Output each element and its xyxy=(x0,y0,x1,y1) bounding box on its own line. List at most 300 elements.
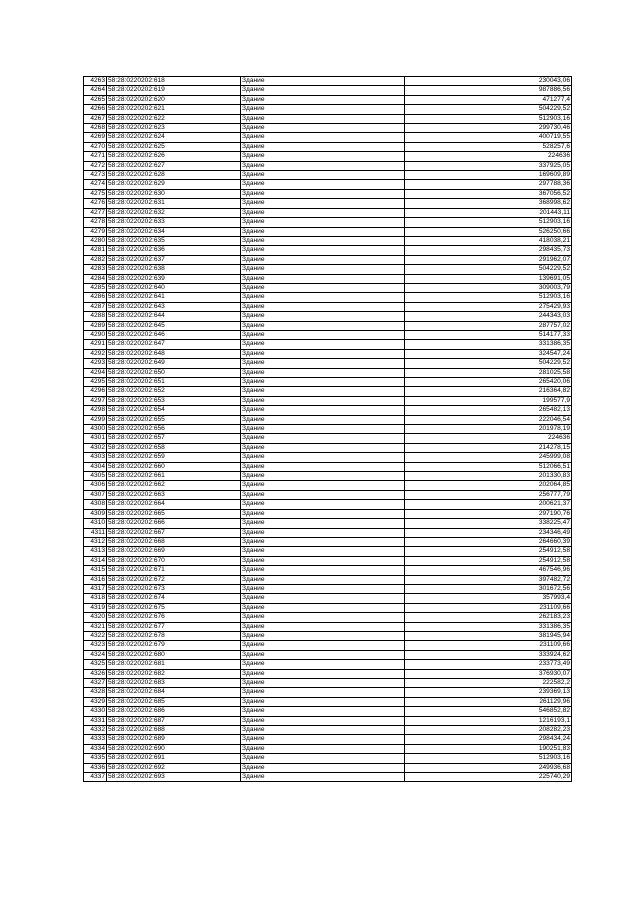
row-number-cell: 4327 xyxy=(84,679,107,688)
table-row xyxy=(84,218,572,227)
cadastral-value-cell: 234346,49 xyxy=(405,528,572,537)
cadastral-number-cell: 58:28:0220202:633 xyxy=(107,218,241,227)
cadastral-number-cell: 58:28:0220202:644 xyxy=(107,312,241,321)
cadastral-number-cell: 58:28:0220202:629 xyxy=(107,180,241,189)
cadastral-number-cell: 58:28:0220202:620 xyxy=(107,95,241,104)
table-row xyxy=(84,641,572,650)
table-row xyxy=(84,434,572,443)
cadastral-value-cell: 291962,07 xyxy=(405,255,572,264)
row-number-cell: 4276 xyxy=(84,199,107,208)
cadastral-number-cell: 58:28:0220202:639 xyxy=(107,274,241,283)
row-number-cell: 4336 xyxy=(84,763,107,772)
cadastral-number-cell: 58:28:0220202:688 xyxy=(107,726,241,735)
cadastral-number-cell: 58:28:0220202:638 xyxy=(107,265,241,274)
cadastral-value-cell: 297788,36 xyxy=(405,180,572,189)
table-row xyxy=(84,152,572,161)
row-number-cell: 4313 xyxy=(84,547,107,556)
row-number-cell: 4281 xyxy=(84,246,107,255)
object-type-cell: Здание xyxy=(241,773,405,782)
cadastral-number-cell: 58:28:0220202:661 xyxy=(107,472,241,481)
object-type-cell: Здание xyxy=(241,77,405,86)
row-number-cell: 4306 xyxy=(84,481,107,490)
cadastral-number-cell: 58:28:0220202:618 xyxy=(107,77,241,86)
cadastral-number-cell: 58:28:0220202:630 xyxy=(107,189,241,198)
cadastral-value-cell: 256777,79 xyxy=(405,490,572,499)
table-row xyxy=(84,114,572,123)
cadastral-value-cell: 265482,13 xyxy=(405,406,572,415)
row-number-cell: 4329 xyxy=(84,697,107,706)
cadastral-value-cell: 299730,46 xyxy=(405,124,572,133)
cadastral-value-cell: 309003,79 xyxy=(405,283,572,292)
table-row xyxy=(84,274,572,283)
row-number-cell: 4265 xyxy=(84,95,107,104)
table-row xyxy=(84,142,572,151)
table-row xyxy=(84,349,572,358)
cadastral-value-cell: 400719,55 xyxy=(405,133,572,142)
row-number-cell: 4296 xyxy=(84,387,107,396)
object-type-cell: Здание xyxy=(241,754,405,763)
cadastral-value-cell: 231109,66 xyxy=(405,641,572,650)
row-number-cell: 4289 xyxy=(84,321,107,330)
object-type-cell: Здание xyxy=(241,603,405,612)
row-number-cell: 4272 xyxy=(84,161,107,170)
row-number-cell: 4303 xyxy=(84,453,107,462)
cadastral-value-cell: 504229,52 xyxy=(405,265,572,274)
table-row xyxy=(84,378,572,387)
object-type-cell: Здание xyxy=(241,340,405,349)
cadastral-value-cell: 201330,83 xyxy=(405,472,572,481)
object-type-cell: Здание xyxy=(241,472,405,481)
cadastral-value-cell: 202064,85 xyxy=(405,481,572,490)
row-number-cell: 4263 xyxy=(84,77,107,86)
object-type-cell: Здание xyxy=(241,462,405,471)
cadastral-number-cell: 58:28:0220202:650 xyxy=(107,368,241,377)
table-row xyxy=(84,462,572,471)
object-type-cell: Здание xyxy=(241,218,405,227)
table-row xyxy=(84,396,572,405)
row-number-cell: 4324 xyxy=(84,650,107,659)
cadastral-number-cell: 58:28:0220202:668 xyxy=(107,537,241,546)
cadastral-value-cell: 298435,73 xyxy=(405,246,572,255)
table-row xyxy=(84,773,572,782)
object-type-cell: Здание xyxy=(241,255,405,264)
table-row xyxy=(84,425,572,434)
row-number-cell: 4311 xyxy=(84,528,107,537)
cadastral-number-cell: 58:28:0220202:640 xyxy=(107,283,241,292)
object-type-cell: Здание xyxy=(241,387,405,396)
cadastral-value-cell: 244343,03 xyxy=(405,312,572,321)
cadastral-value-cell: 254912,58 xyxy=(405,556,572,565)
object-type-cell: Здание xyxy=(241,396,405,405)
cadastral-number-cell: 58:28:0220202:684 xyxy=(107,688,241,697)
cadastral-number-cell: 58:28:0220202:674 xyxy=(107,594,241,603)
row-number-cell: 4310 xyxy=(84,519,107,528)
cadastral-value-cell: 264660,39 xyxy=(405,537,572,546)
cadastral-value-cell: 512903,16 xyxy=(405,293,572,302)
row-number-cell: 4290 xyxy=(84,330,107,339)
table-row xyxy=(84,265,572,274)
cadastral-value-cell: 512903,16 xyxy=(405,754,572,763)
table-row xyxy=(84,321,572,330)
cadastral-value-cell: 526250,66 xyxy=(405,227,572,236)
cadastral-number-cell: 58:28:0220202:648 xyxy=(107,349,241,358)
object-type-cell: Здание xyxy=(241,330,405,339)
cadastral-number-cell: 58:28:0220202:619 xyxy=(107,86,241,95)
cadastral-value-cell: 301672,56 xyxy=(405,584,572,593)
cadastral-value-cell: 262183,23 xyxy=(405,613,572,622)
table-row xyxy=(84,744,572,753)
cadastral-number-cell: 58:28:0220202:662 xyxy=(107,481,241,490)
object-type-cell: Здание xyxy=(241,594,405,603)
cadastral-value-cell: 338225,47 xyxy=(405,519,572,528)
row-number-cell: 4291 xyxy=(84,340,107,349)
row-number-cell: 4334 xyxy=(84,744,107,753)
object-type-cell: Здание xyxy=(241,679,405,688)
table-row xyxy=(84,763,572,772)
cadastral-value-cell: 333924,62 xyxy=(405,650,572,659)
row-number-cell: 4337 xyxy=(84,773,107,782)
cadastral-number-cell: 58:28:0220202:663 xyxy=(107,490,241,499)
cadastral-number-cell: 58:28:0220202:679 xyxy=(107,641,241,650)
cadastral-number-cell: 58:28:0220202:641 xyxy=(107,293,241,302)
row-number-cell: 4335 xyxy=(84,754,107,763)
object-type-cell: Здание xyxy=(241,500,405,509)
cadastral-value-cell: 249936,68 xyxy=(405,763,572,772)
cadastral-number-cell: 58:28:0220202:654 xyxy=(107,406,241,415)
object-type-cell: Здание xyxy=(241,622,405,631)
cadastral-value-cell: 231109,66 xyxy=(405,603,572,612)
cadastral-number-cell: 58:28:0220202:667 xyxy=(107,528,241,537)
cadastral-value-cell: 357993,4 xyxy=(405,594,572,603)
row-number-cell: 4325 xyxy=(84,660,107,669)
cadastral-value-cell: 381945,94 xyxy=(405,631,572,640)
row-number-cell: 4285 xyxy=(84,283,107,292)
cadastral-value-cell: 261129,96 xyxy=(405,697,572,706)
table-row xyxy=(84,387,572,396)
row-number-cell: 4268 xyxy=(84,124,107,133)
table-row xyxy=(84,283,572,292)
cadastral-value-cell: 297190,76 xyxy=(405,509,572,518)
table-row xyxy=(84,415,572,424)
row-number-cell: 4328 xyxy=(84,688,107,697)
object-type-cell: Здание xyxy=(241,584,405,593)
object-type-cell: Здание xyxy=(241,490,405,499)
cadastral-value-cell: 546852,82 xyxy=(405,707,572,716)
cadastral-value-cell: 201978,19 xyxy=(405,425,572,434)
table-row xyxy=(84,547,572,556)
cadastral-number-cell: 58:28:0220202:658 xyxy=(107,443,241,452)
table-row xyxy=(84,406,572,415)
cadastral-number-cell: 58:28:0220202:687 xyxy=(107,716,241,725)
row-number-cell: 4322 xyxy=(84,631,107,640)
table-row xyxy=(84,293,572,302)
table-row xyxy=(84,340,572,349)
row-number-cell: 4294 xyxy=(84,368,107,377)
cadastral-number-cell: 58:28:0220202:670 xyxy=(107,556,241,565)
cadastral-number-cell: 58:28:0220202:646 xyxy=(107,330,241,339)
table-row xyxy=(84,650,572,659)
table-row xyxy=(84,519,572,528)
row-number-cell: 4284 xyxy=(84,274,107,283)
row-number-cell: 4323 xyxy=(84,641,107,650)
cadastral-number-cell: 58:28:0220202:643 xyxy=(107,302,241,311)
object-type-cell: Здание xyxy=(241,236,405,245)
row-number-cell: 4307 xyxy=(84,490,107,499)
cadastral-value-cell: 337925,05 xyxy=(405,161,572,170)
cadastral-number-cell: 58:28:0220202:649 xyxy=(107,359,241,368)
row-number-cell: 4309 xyxy=(84,509,107,518)
row-number-cell: 4302 xyxy=(84,443,107,452)
cadastral-number-cell: 58:28:0220202:664 xyxy=(107,500,241,509)
cadastral-number-cell: 58:28:0220202:675 xyxy=(107,603,241,612)
object-type-cell: Здание xyxy=(241,425,405,434)
table-row xyxy=(84,77,572,86)
cadastral-number-cell: 58:28:0220202:669 xyxy=(107,547,241,556)
cadastral-value-cell: 190251,83 xyxy=(405,744,572,753)
row-number-cell: 4270 xyxy=(84,142,107,151)
row-number-cell: 4305 xyxy=(84,472,107,481)
row-number-cell: 4312 xyxy=(84,537,107,546)
object-type-cell: Здание xyxy=(241,415,405,424)
row-number-cell: 4292 xyxy=(84,349,107,358)
object-type-cell: Здание xyxy=(241,547,405,556)
object-type-cell: Здание xyxy=(241,406,405,415)
object-type-cell: Здание xyxy=(241,575,405,584)
row-number-cell: 4266 xyxy=(84,105,107,114)
table-row xyxy=(84,566,572,575)
table-row xyxy=(84,443,572,452)
object-type-cell: Здание xyxy=(241,208,405,217)
cadastral-value-cell: 298434,24 xyxy=(405,735,572,744)
cadastral-value-cell: 528257,6 xyxy=(405,142,572,151)
table-row xyxy=(84,199,572,208)
object-type-cell: Здание xyxy=(241,378,405,387)
object-type-cell: Здание xyxy=(241,302,405,311)
cadastral-number-cell: 58:28:0220202:693 xyxy=(107,773,241,782)
table-row xyxy=(84,500,572,509)
table-row xyxy=(84,236,572,245)
cadastral-value-table xyxy=(83,76,572,782)
table-row xyxy=(84,575,572,584)
row-number-cell: 4293 xyxy=(84,359,107,368)
row-number-cell: 4287 xyxy=(84,302,107,311)
cadastral-number-cell: 58:28:0220202:625 xyxy=(107,142,241,151)
object-type-cell: Здание xyxy=(241,641,405,650)
cadastral-value-cell: 512903,16 xyxy=(405,114,572,123)
table-row xyxy=(84,490,572,499)
object-type-cell: Здание xyxy=(241,688,405,697)
cadastral-value-cell: 245999,08 xyxy=(405,453,572,462)
object-type-cell: Здание xyxy=(241,349,405,358)
table-row xyxy=(84,584,572,593)
table-row xyxy=(84,312,572,321)
table-row xyxy=(84,255,572,264)
cadastral-number-cell: 58:28:0220202:645 xyxy=(107,321,241,330)
row-number-cell: 4319 xyxy=(84,603,107,612)
row-number-cell: 4320 xyxy=(84,613,107,622)
cadastral-value-cell: 169609,89 xyxy=(405,171,572,180)
cadastral-number-cell: 58:28:0220202:690 xyxy=(107,744,241,753)
object-type-cell: Здание xyxy=(241,726,405,735)
cadastral-value-cell: 418038,21 xyxy=(405,236,572,245)
cadastral-number-cell: 58:28:0220202:621 xyxy=(107,105,241,114)
object-type-cell: Здание xyxy=(241,95,405,104)
cadastral-number-cell: 58:28:0220202:656 xyxy=(107,425,241,434)
row-number-cell: 4280 xyxy=(84,236,107,245)
cadastral-number-cell: 58:28:0220202:627 xyxy=(107,161,241,170)
cadastral-number-cell: 58:28:0220202:673 xyxy=(107,584,241,593)
cadastral-number-cell: 58:28:0220202:657 xyxy=(107,434,241,443)
object-type-cell: Здание xyxy=(241,199,405,208)
row-number-cell: 4331 xyxy=(84,716,107,725)
object-type-cell: Здание xyxy=(241,697,405,706)
object-type-cell: Здание xyxy=(241,180,405,189)
row-number-cell: 4315 xyxy=(84,566,107,575)
row-number-cell: 4298 xyxy=(84,406,107,415)
row-number-cell: 4267 xyxy=(84,114,107,123)
cadastral-value-cell: 239369,13 xyxy=(405,688,572,697)
object-type-cell: Здание xyxy=(241,744,405,753)
cadastral-number-cell: 58:28:0220202:666 xyxy=(107,519,241,528)
object-type-cell: Здание xyxy=(241,133,405,142)
row-number-cell: 4288 xyxy=(84,312,107,321)
object-type-cell: Здание xyxy=(241,142,405,151)
row-number-cell: 4299 xyxy=(84,415,107,424)
cadastral-value-cell: 254912,58 xyxy=(405,547,572,556)
table-row xyxy=(84,189,572,198)
row-number-cell: 4297 xyxy=(84,396,107,405)
object-type-cell: Здание xyxy=(241,171,405,180)
table-row xyxy=(84,481,572,490)
object-type-cell: Здание xyxy=(241,631,405,640)
cadastral-number-cell: 58:28:0220202:628 xyxy=(107,171,241,180)
cadastral-value-cell: 512066,51 xyxy=(405,462,572,471)
row-number-cell: 4282 xyxy=(84,255,107,264)
table-row xyxy=(84,359,572,368)
cadastral-value-cell: 216364,82 xyxy=(405,387,572,396)
table-row xyxy=(84,368,572,377)
cadastral-number-cell: 58:28:0220202:665 xyxy=(107,509,241,518)
cadastral-value-cell: 222582,2 xyxy=(405,679,572,688)
cadastral-number-cell: 58:28:0220202:634 xyxy=(107,227,241,236)
table-row xyxy=(84,330,572,339)
cadastral-value-cell: 287757,02 xyxy=(405,321,572,330)
table-row xyxy=(84,726,572,735)
cadastral-number-cell: 58:28:0220202:637 xyxy=(107,255,241,264)
cadastral-value-cell: 504229,52 xyxy=(405,105,572,114)
cadastral-number-cell: 58:28:0220202:672 xyxy=(107,575,241,584)
cadastral-value-cell: 233773,49 xyxy=(405,660,572,669)
row-number-cell: 4273 xyxy=(84,171,107,180)
object-type-cell: Здание xyxy=(241,716,405,725)
table-row xyxy=(84,509,572,518)
table-row xyxy=(84,556,572,565)
table-row xyxy=(84,453,572,462)
object-type-cell: Здание xyxy=(241,312,405,321)
object-type-cell: Здание xyxy=(241,453,405,462)
object-type-cell: Здание xyxy=(241,274,405,283)
row-number-cell: 4330 xyxy=(84,707,107,716)
cadastral-number-cell: 58:28:0220202:626 xyxy=(107,152,241,161)
cadastral-number-cell: 58:28:0220202:655 xyxy=(107,415,241,424)
table-row xyxy=(84,603,572,612)
object-type-cell: Здание xyxy=(241,707,405,716)
table-row xyxy=(84,716,572,725)
row-number-cell: 4308 xyxy=(84,500,107,509)
cadastral-number-cell: 58:28:0220202:686 xyxy=(107,707,241,716)
table-row xyxy=(84,208,572,217)
cadastral-number-cell: 58:28:0220202:631 xyxy=(107,199,241,208)
object-type-cell: Здание xyxy=(241,359,405,368)
row-number-cell: 4316 xyxy=(84,575,107,584)
cadastral-number-cell: 58:28:0220202:685 xyxy=(107,697,241,706)
row-number-cell: 4300 xyxy=(84,425,107,434)
cadastral-value-cell: 368998,62 xyxy=(405,199,572,208)
cadastral-value-cell: 225740,29 xyxy=(405,773,572,782)
cadastral-number-cell: 58:28:0220202:692 xyxy=(107,763,241,772)
row-number-cell: 4269 xyxy=(84,133,107,142)
table-row xyxy=(84,86,572,95)
object-type-cell: Здание xyxy=(241,556,405,565)
object-type-cell: Здание xyxy=(241,293,405,302)
table-body xyxy=(84,77,572,782)
object-type-cell: Здание xyxy=(241,368,405,377)
cadastral-number-cell: 58:28:0220202:635 xyxy=(107,236,241,245)
cadastral-value-cell: 199577,9 xyxy=(405,396,572,405)
cadastral-value-cell: 224636 xyxy=(405,152,572,161)
cadastral-number-cell: 58:28:0220202:624 xyxy=(107,133,241,142)
cadastral-value-cell: 512903,16 xyxy=(405,218,572,227)
cadastral-number-cell: 58:28:0220202:676 xyxy=(107,613,241,622)
row-number-cell: 4283 xyxy=(84,265,107,274)
cadastral-value-cell: 222046,54 xyxy=(405,415,572,424)
table-row xyxy=(84,171,572,180)
table-row xyxy=(84,735,572,744)
cadastral-value-cell: 281025,58 xyxy=(405,368,572,377)
cadastral-value-cell: 331386,35 xyxy=(405,622,572,631)
table-row xyxy=(84,707,572,716)
cadastral-value-cell: 504229,52 xyxy=(405,359,572,368)
cadastral-value-cell: 230043,06 xyxy=(405,77,572,86)
cadastral-number-cell: 58:28:0220202:651 xyxy=(107,378,241,387)
cadastral-value-cell: 208282,23 xyxy=(405,726,572,735)
cadastral-number-cell: 58:28:0220202:660 xyxy=(107,462,241,471)
row-number-cell: 4271 xyxy=(84,152,107,161)
cadastral-number-cell: 58:28:0220202:623 xyxy=(107,124,241,133)
object-type-cell: Здание xyxy=(241,105,405,114)
table-row xyxy=(84,227,572,236)
cadastral-value-cell: 367056,52 xyxy=(405,189,572,198)
row-number-cell: 4332 xyxy=(84,726,107,735)
cadastral-value-cell: 376930,07 xyxy=(405,669,572,678)
table-row xyxy=(84,660,572,669)
cadastral-value-cell: 224636 xyxy=(405,434,572,443)
cadastral-value-cell: 265420,06 xyxy=(405,378,572,387)
object-type-cell: Здание xyxy=(241,283,405,292)
object-type-cell: Здание xyxy=(241,86,405,95)
cadastral-number-cell: 58:28:0220202:689 xyxy=(107,735,241,744)
cadastral-value-cell: 397482,72 xyxy=(405,575,572,584)
object-type-cell: Здание xyxy=(241,124,405,133)
cadastral-number-cell: 58:28:0220202:691 xyxy=(107,754,241,763)
row-number-cell: 4321 xyxy=(84,622,107,631)
row-number-cell: 4274 xyxy=(84,180,107,189)
cadastral-value-cell: 275429,93 xyxy=(405,302,572,311)
table-row xyxy=(84,95,572,104)
table-row xyxy=(84,622,572,631)
cadastral-value-cell: 987886,56 xyxy=(405,86,572,95)
cadastral-number-cell: 58:28:0220202:682 xyxy=(107,669,241,678)
